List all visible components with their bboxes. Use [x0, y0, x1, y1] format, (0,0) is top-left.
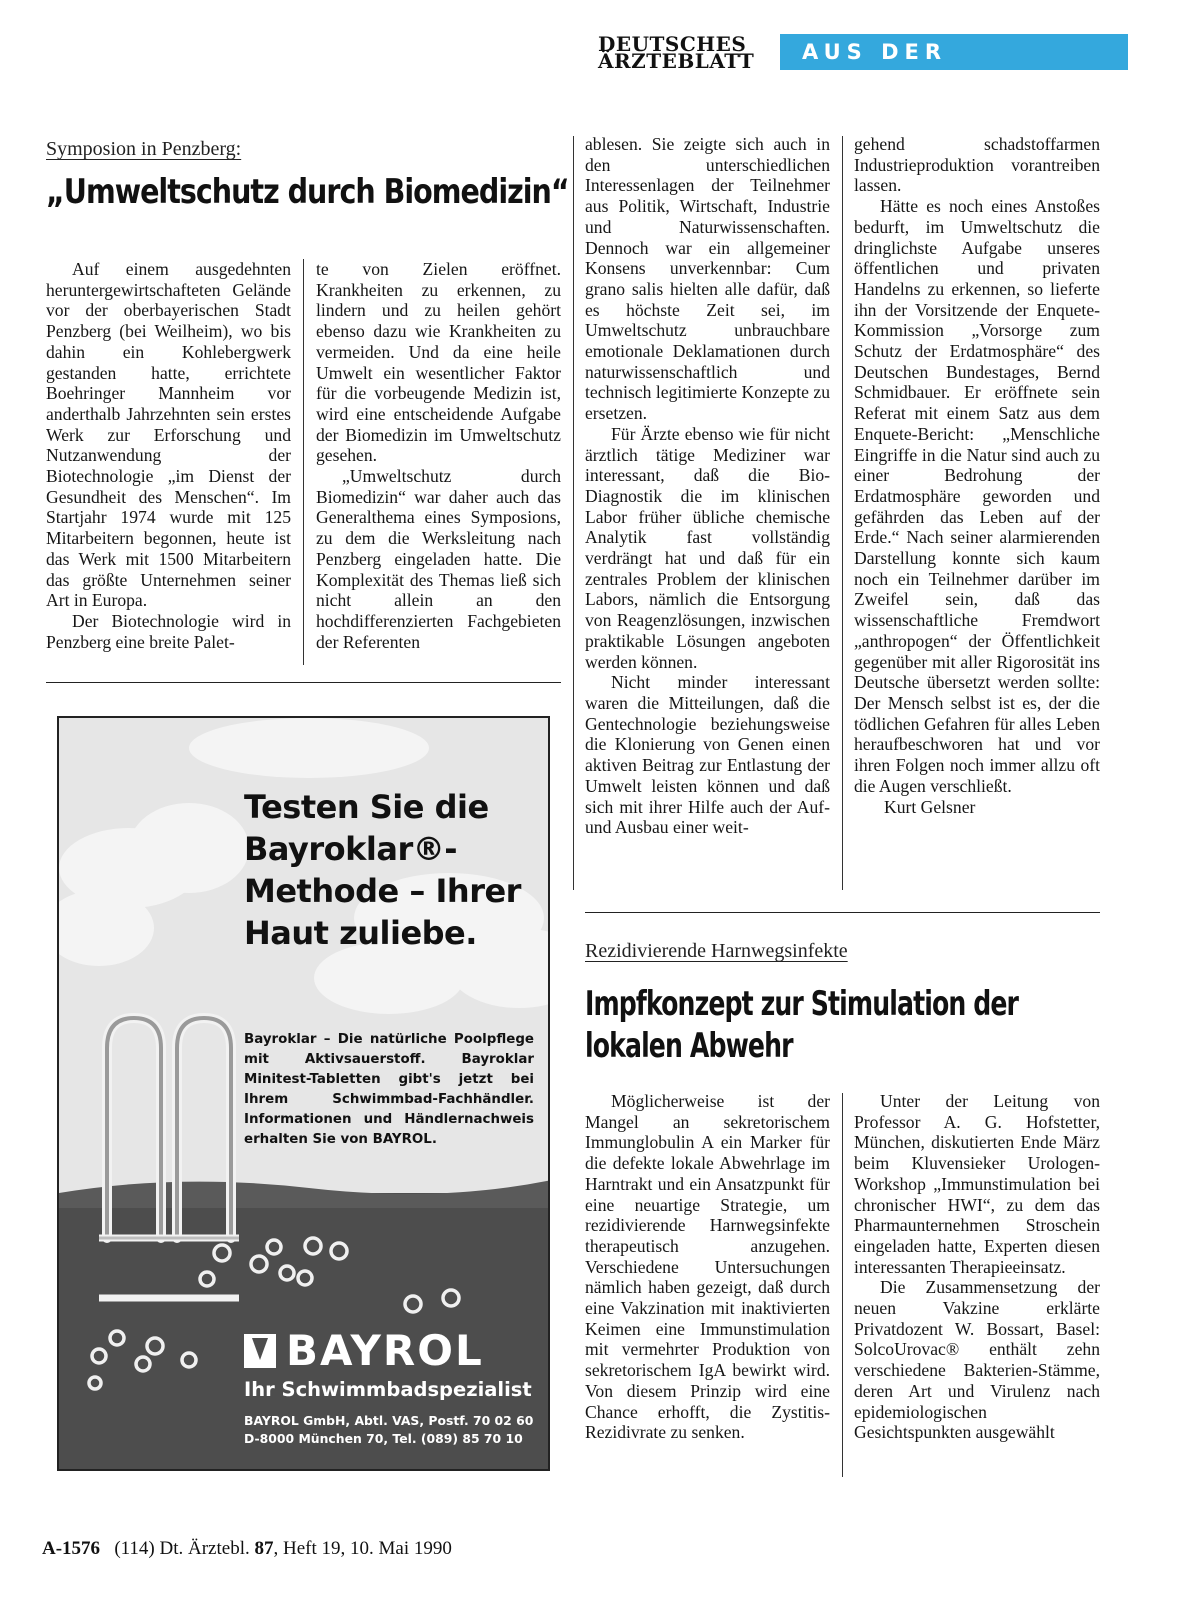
citation-prefix: (114) Dt. Ärztebl. [114, 1538, 250, 1559]
volume-number: 87 [254, 1538, 274, 1559]
paragraph: Der Biotechnologie wird in Penzberg eine breite Palet- [46, 610, 291, 652]
bayrol-logo-text: BAYROL [286, 1326, 484, 1375]
column-divider [303, 259, 304, 665]
paragraph: gehend schadstoffarmen Industrieproduktion vorantreiben lassen. [854, 134, 1100, 196]
article1-column-1 [46, 259, 291, 652]
ad-tagline: Ihr Schwimmbadspezialist [244, 1378, 532, 1401]
ad-address [244, 1412, 544, 1448]
section-divider [585, 912, 1100, 913]
bayrol-logo [244, 1328, 544, 1374]
masthead-line1: DEUTSCHES [598, 32, 747, 56]
article2-headline-line2: lokalen Abwehr [585, 1026, 793, 1066]
article1-headline: „Umweltschutz durch Biomedizin“ [46, 172, 569, 212]
masthead-line2: ÄRZTEBLATT [598, 49, 755, 73]
article1-column-2 [316, 259, 561, 652]
section-banner: AUS DER INDUSTRIE [780, 34, 1128, 70]
paragraph: „Umweltschutz durch Biomedizin“ war daher auch das Generalthema eines Symposions, zu dem die Werksleitung nach Penzberg eingeladen hatte. Die Komplexität des Themas ließ sich nicht allein an den hochdifferenzierten Fachgebieten der Referenten [316, 466, 561, 652]
page-code: A-1576 [42, 1538, 101, 1559]
author-name: Kurt Gelsner [884, 796, 976, 817]
paragraph: te von Zielen eröffnet. Krankheiten zu erkennen, zu lindern und zu heilen gehört ebenso dazu wie Krankheiten zu vermeiden. Und da eine heile Umwelt ein wesentlicher Faktor für die vorbeugende Medizin ist, wird eine entscheidende Aufgabe der Biomedizin im Umweltschutz gesehen. [316, 259, 561, 466]
paragraph: Auf einem ausgedehnten heruntergewirtschafteten Gelände vor der oberbayerischen Stadt Penzberg (bei Weilheim), wo bis dahin ein Kohlebergwerk gestanden hatte, errichtete Boehringer Mannheim vor anderthalb Jahrzehnten sein erstes Werk zur Erforschung und Nutzanwendung der Biotechnologie „im Dienst der Gesundheit des Menschen“. Im Startjahr 1974 wurde mit 125 Mitarbeitern begonnen, heute ist das Werk mit 1500 Mitarbeitern das größte Unternehmen seiner Art in Europa. [46, 259, 291, 611]
ad-address-line1: BAYROL GmbH, Abtl. VAS, Postf. 70 02 60 [244, 1413, 534, 1428]
paragraph: Hätte es noch eines Anstoßes bedurft, im Umweltschutz die dringlichste Aufgabe unseres öffentlichen und privaten Handelns zu erkennen, so lieferte ihn der Vorsitzende der Enquete-Kommission „Vorsorge zum Schutz der Erdatmosphäre“ des Deutschen Bundestages, Bernd Schmidbauer. Er eröffnete sein Referat mit einem Satz aus dem Enquete-Bericht: „Menschliche Eingriffe in die Natur sind auch zu einer Bedrohung der Erdatmosphäre geworden und gefährden das Leben auf der Erde.“ Nach seiner alarmierenden Darstellung konnte sich kaum noch ein Teilnehmer darüber im Zweifel sein, daß das wissenschaftliche Fremdwort „anthropogen“ der Öffentlichkeit gegenüber mit aller Rigorosität ins Deutsche übersetzt werden sollte: Der Mensch selbst ist es, der die tödlichen Gefahren für alles Leben heraufbeschworen hat und vor ihren Folgen noch immer allzu oft die Augen verschließt. [854, 196, 1100, 796]
article2-headline-line1: Impfkonzept zur Stimulation der [585, 984, 1019, 1024]
bayrol-advertisement [57, 716, 550, 1471]
paragraph: ablesen. Sie zeigte sich auch in den unterschiedlichen Interessenlagen der Teilnehmer aus Politik, Wirtschaft, Industrie und Naturwissenschaften. Dennoch war ein allgemeiner Konsens unverkennbar: Cum grano salis hielten alle dafür, daß es höchste Zeit sei, im Umweltschutz unbrauchbare emotionale Deklamationen durch naturwissenschaftlich und technisch legitimierte Konzepte zu ersetzen. [585, 134, 830, 424]
page-footer [42, 1538, 452, 1560]
article2-column-1 [585, 1091, 830, 1443]
paragraph: Die Zusammensetzung der neuen Vakzine erklärte Privatdozent W. Bossart, Basel: SolcoUrovac® enthält zehn verschiedene Bakterien-Stämme, deren Art und Virulenz nach epidemiologischen Gesichtspunkten ausgewählt [854, 1277, 1100, 1443]
column-divider [573, 136, 574, 890]
masthead-logo [598, 32, 762, 73]
ad-address-line2: D-8000 München 70, Tel. (089) 85 70 10 [244, 1431, 523, 1446]
paragraph: Für Ärzte ebenso wie für nicht ärztlich tätige Mediziner war interessant, daß die Bio-Diagnostik die im klinischen Labor früher übliche chemische Analytik fast vollständig verdrängt hat und daß für ein zentrales Problem der klinischen Labors, nämlich die Entsorgung von Reagenzlösungen, inzwischen praktikable Lösungen angeboten werden können. [585, 423, 830, 672]
article2-kicker: Rezidivierende Harnwegsinfekte [585, 940, 848, 962]
column-divider [842, 136, 843, 890]
paragraph: Unter der Leitung von Professor A. G. Hofstetter, München, diskutierten Ende März beim Kluvensieker Urologen-Workshop „Immunstimulation bei chronischer HWI“, zu dem das Pharmaunternehmen Stroschein eingeladen hatte, Experten diesen interessanten Therapieeinsatz. [854, 1091, 1100, 1277]
article2-headline [585, 983, 1018, 1067]
ad-headline: Testen Sie die Bayroklar®-Methode – Ihrer Haut zuliebe. [244, 788, 521, 952]
article1-kicker: Symposion in Penzberg: [46, 138, 242, 160]
column-divider [842, 1093, 843, 1477]
article1-column-4 [854, 134, 1100, 817]
paragraph: Möglicherweise ist der Mangel an sekretorischem Immunglobulin A ein Marker für die defekte lokale Abwehrlage im Harntrakt und ein Ansatzpunkt für eine neuartige Strategie, um rezidivierende Harnwegsinfekte therapeutisch anzugehen. Verschiedene Untersuchungen nämlich haben gezeigt, daß durch eine Vakzination mit inaktivierten Keimen eine Immunstimulation mit vermehrter Produktion von sekretorischem IgA bewirkt wird. Von diesem Prinzip wird eine Chance erhofft, die Zystitis-Rezidivrate zu senken. [585, 1091, 830, 1443]
citation-suffix: , Heft 19, 10. Mai 1990 [273, 1538, 452, 1559]
article2-column-2 [854, 1091, 1100, 1443]
ad-body-text: Bayroklar – Die natürliche Poolpflege mit Aktivsauerstoff. Bayroklar Minitest-Tabletten gibt's jetzt bei Ihrem Schwimmbad-Fachhändler. Informationen und Händlernachweis erhalten Sie von BAYROL. [244, 1032, 534, 1147]
article1-column-3 [585, 134, 830, 838]
paragraph: Nicht minder interessant waren die Mitteilungen, daß die Gentechnologie beziehungsweise die Klonierung von Genen einen aktiven Beitrag zur Entlastung der Umwelt leisten können und daß sich mit ihrer Hilfe auch der Auf- und Ausbau einer weit- [585, 672, 830, 838]
section-divider [46, 682, 561, 683]
bayrol-logo-icon [244, 1334, 276, 1368]
